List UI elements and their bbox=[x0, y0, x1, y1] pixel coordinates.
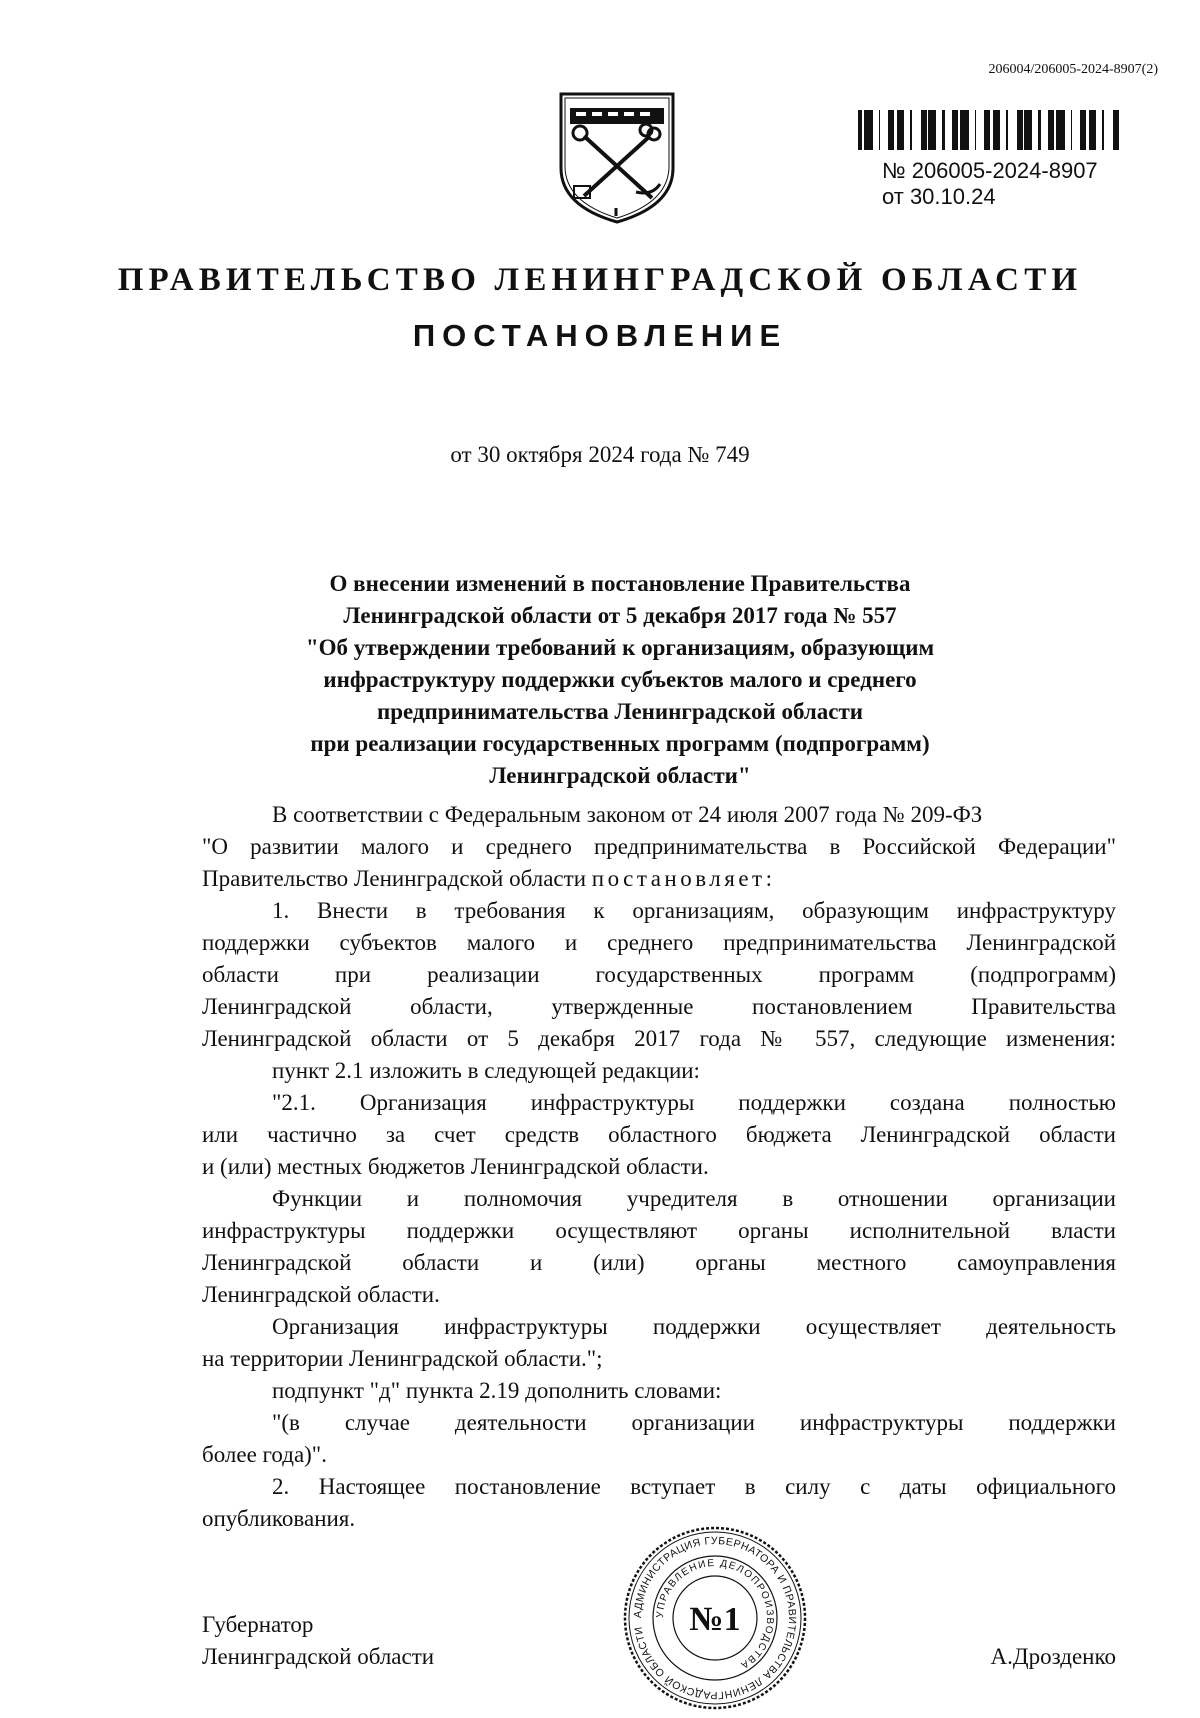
body-line: В соответствии с Федеральным законом от 24 июля 2007 года № 209-ФЗ bbox=[272, 802, 983, 827]
body-line: на территории Ленинградской области."; bbox=[202, 1346, 603, 1371]
body-line: Ленинградской области от 5 декабря 2017 года № 557, следующие изменения: bbox=[202, 1026, 1116, 1051]
body-line: инфраструктуры поддержки осуществляют органы исполнительной власти bbox=[202, 1218, 1116, 1243]
body-line: более года)". bbox=[202, 1442, 327, 1467]
subject-line: "Об утверждении требований к организациям, образующим bbox=[305, 635, 935, 660]
subject-line: Ленинградской области" bbox=[489, 763, 751, 788]
coat-of-arms-icon bbox=[556, 88, 678, 224]
document-date-number: от 30 октября 2024 года № 749 bbox=[450, 442, 750, 467]
body-line: поддержки субъектов малого и среднего предпринимательства Ленинградской bbox=[202, 930, 1116, 955]
subject-line: предпринимательства Ленинградской области bbox=[376, 699, 864, 724]
signatory-region: Ленинградской области bbox=[202, 1644, 435, 1669]
body-line: области при реализации государственных программ (подпрограмм) bbox=[202, 962, 1116, 987]
subject-line: при реализации государственных программ (подпрограмм) bbox=[310, 731, 930, 756]
body-line: Ленинградской области и (или) органы местного самоуправления bbox=[202, 1250, 1116, 1275]
signatory-position: Губернатор bbox=[202, 1612, 314, 1637]
signatory-name: А.Дрозденко bbox=[990, 1644, 1116, 1669]
body-text-span: Правительство Ленинградской области bbox=[202, 866, 592, 891]
registration-number: № 206005-2024-8907 bbox=[882, 158, 1098, 183]
stamp-inner-text: УПРАВЛЕНИЕ ДЕЛОПРОИЗВОДСТВА bbox=[654, 1557, 776, 1671]
document-type: ПОСТАНОВЛЕНИЕ bbox=[412, 318, 788, 353]
body-line: подпункт "д" пункта 2.19 дополнить словами: bbox=[272, 1378, 722, 1403]
body-line: 1. Внести в требования к организациям, образующим инфраструктуру bbox=[272, 898, 1116, 923]
decree-action-word: постановляет: bbox=[591, 866, 776, 891]
registration-date: от 30.10.24 bbox=[882, 184, 996, 209]
official-stamp bbox=[620, 1523, 810, 1713]
body-line: Ленинградской области, утвержденные постановлением Правительства bbox=[202, 994, 1116, 1019]
government-title: ПРАВИТЕЛЬСТВО ЛЕНИНГРАДСКОЙ ОБЛАСТИ bbox=[117, 262, 1083, 298]
body-line bbox=[202, 863, 1116, 895]
document-body bbox=[202, 799, 1116, 1535]
body-line: и (или) местных бюджетов Ленинградской области. bbox=[202, 1154, 709, 1179]
body-line: "2.1. Организация инфраструктуры поддержки создана полностью bbox=[272, 1090, 1116, 1115]
subject-line: инфраструктуру поддержки субъектов малого и среднего bbox=[323, 667, 917, 692]
subject-line: Ленинградской области от 5 декабря 2017 года № 557 bbox=[343, 603, 897, 628]
subject-line: О внесении изменений в постановление Правительства bbox=[329, 571, 911, 596]
body-line: Организация инфраструктуры поддержки осуществляет деятельность bbox=[272, 1314, 1116, 1339]
body-line: "О развитии малого и среднего предпринимательства в Российской Федерации" bbox=[202, 834, 1116, 859]
body-line: опубликования. bbox=[202, 1506, 356, 1531]
body-line: Ленинградской области. bbox=[202, 1282, 440, 1307]
barcode-icon bbox=[858, 110, 1120, 150]
body-line: Функции и полномочия учредителя в отношении организации bbox=[272, 1186, 1116, 1211]
body-line: 2. Настоящее постановление вступает в силу с даты официального bbox=[272, 1474, 1116, 1499]
body-line: "(в случае деятельности организации инфраструктуры поддержки bbox=[272, 1410, 1116, 1435]
stamp-outer-text: АДМИНИСТРАЦИЯ ГУБЕРНАТОРА И ПРАВИТЕЛЬСТВА ЛЕНИНГРАДСКОЙ ОБЛАСТИ bbox=[631, 1534, 799, 1702]
body-line: пункт 2.1 изложить в следующей редакции: bbox=[272, 1058, 700, 1083]
stamp-number: №1 bbox=[689, 1601, 741, 1638]
document-code: 206004/206005-2024-8907(2) bbox=[988, 62, 1158, 77]
document-subject bbox=[240, 568, 1000, 792]
body-line: или частично за счет средств областного бюджета Ленинградской области bbox=[202, 1122, 1116, 1147]
